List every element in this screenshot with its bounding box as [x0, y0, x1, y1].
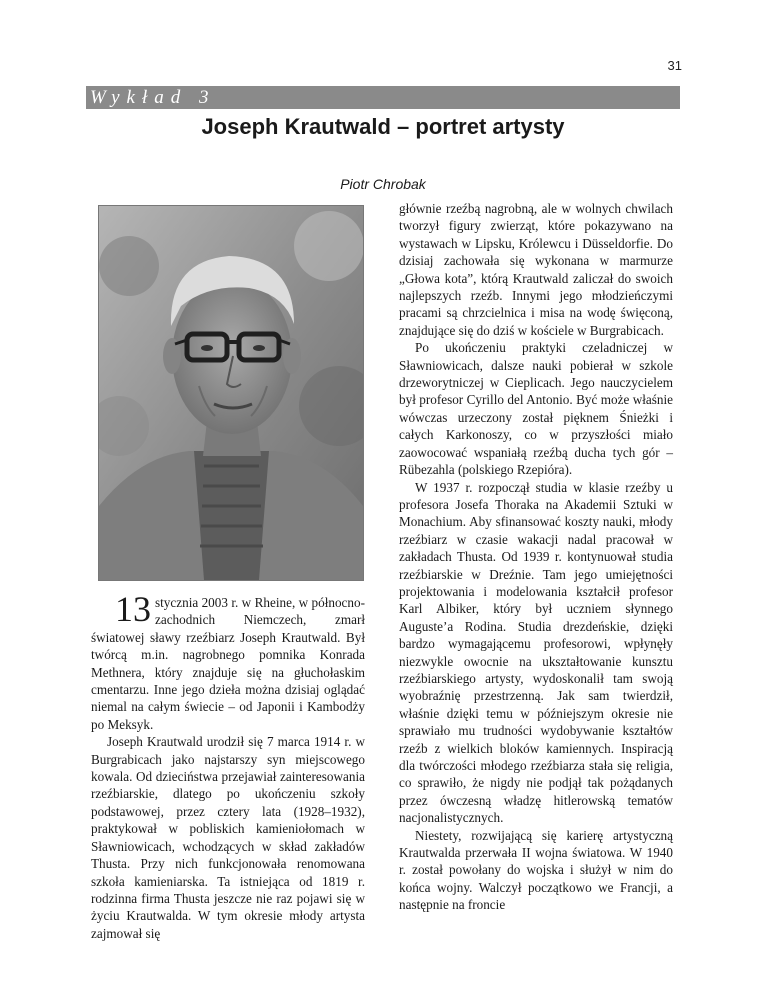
paragraph: głównie rzeźbą nagrobną, ale w wolnych chwilach tworzył figury zwierząt, które pokazywano na wystawach w Lipsku, Królewcu i Düsseldorfie. Do dzisiaj zachowała się wykonana w marmurze „Głowa kota”, którą Krautwald zaliczał do swoich najlepszych rzeźb. Innymi jego młodzieńczymi pracami są chrzcielnica i misa na wodę święconą, znajdujące się do dziś w kościele w Burgrabicach. — [399, 201, 673, 338]
dropcap: 13 — [115, 589, 151, 629]
portrait-photo-icon — [99, 206, 363, 580]
paragraph-intro — [91, 589, 365, 733]
page-number: 31 — [667, 58, 682, 73]
right-column — [399, 200, 673, 914]
paragraph-text: stycznia 2003 r. w Rheine, w północno-zachodnich Niemczech, zmarł światowej sławy rzeźbiarz Joseph Krautwald. Był twórcą m.in. nagrobnego pomnika Konrada Methnera, który znajduje się na głuchołaskim cmentarzu. Inne jego dzieła można dzisiaj oglądać niemal na całym świecie – od Japonii i Kambodży po Meksyk. — [91, 595, 365, 732]
paragraph: Joseph Krautwald urodził się 7 marca 1914 r. w Burgrabicach jako najstarszy syn miejscowego kowala. Od dzieciństwa przejawiał zainteresowania rzeźbiarskie, dlatego po ukończeniu szkoły podstawowej, przez cztery lata (1928–1932), praktykował w pobliskich kamieniołomach w Sławniowicach, wchodzących w skład zakładów Thusta. Przy nich funkcjonowała renomowana szkoła kamieniarska. Ta istniejąca od 1819 r. rodzinna firma Thusta jeszcze nie raz pojawi się w życiu Krautwalda. W tym okresie młody artysta zajmował się — [91, 734, 365, 941]
paragraph: Niestety, rozwijającą się karierę artystyczną Krautwalda przerwała II wojna światowa. W 1940 r. został powołany do wojska i służył w nim do końca wojny. Walczył początkowo we Francji, a następnie na froncie — [399, 827, 673, 913]
article-author: Piotr Chrobak — [340, 176, 426, 192]
paragraph: W 1937 r. rozpoczął studia w klasie rzeźby u profesora Josefa Thoraka na Akademii Sztuki w Monachium. Aby sfinansować koszty nauki, młody rzeźbiarz w czasie wakacji nadal pracował w zakładach Thusta. Od 1939 r. kontynuował studia rzeźbiarskie w Dreźnie. Tam jego umiejętności projektowania i modelowania kształcił profesor Karl Albiker, który był uczniem słynnego Auguste’a Rodina. Studia drezdeńskie, dzięki bardzo wymagającemu profesorowi, wpłynęły niezwykle owocnie na ukształtowanie kunsztu rzeźbiarskiego artysty, wydoskonalił tam swoją wyobraźnię przestrzenną. Jak sam twierdził, właśnie dzięki temu w późniejszym okresie nie sprawiało mu trudności wydobywanie kształtów rzeźb z wielkich bloków kamiennych. Inspiracją dla twórczości młodego rzeźbiarza stała się religia, co sprawiło, że nigdy nie podjął tak pożądanych przez ówczesną władzę hitlerowską tematów nacjonalistycznych. — [399, 479, 673, 826]
lecture-label: Wykład 3 — [90, 87, 216, 108]
portrait-photo — [98, 205, 364, 581]
left-column — [91, 589, 365, 942]
article-title: Joseph Krautwald – portret artysty — [201, 114, 565, 139]
lecture-header-bar — [86, 86, 680, 109]
paragraph: Po ukończeniu praktyki czeladniczej w Sławniowicach, dalsze nauki pobierał w szkole drzeworytniczej w Cieplicach. Jego nauczycielem był profesor Cyrillo del Antonio. Być może właśnie wówczas urzeczony został pięknem Śnieżki i całych Karkonoszy, co w przyszłości miało zaowocować wspaniałą rzeźbą ducha tych gór – Rübezahla (polskiego Rzepióra). — [399, 340, 673, 478]
